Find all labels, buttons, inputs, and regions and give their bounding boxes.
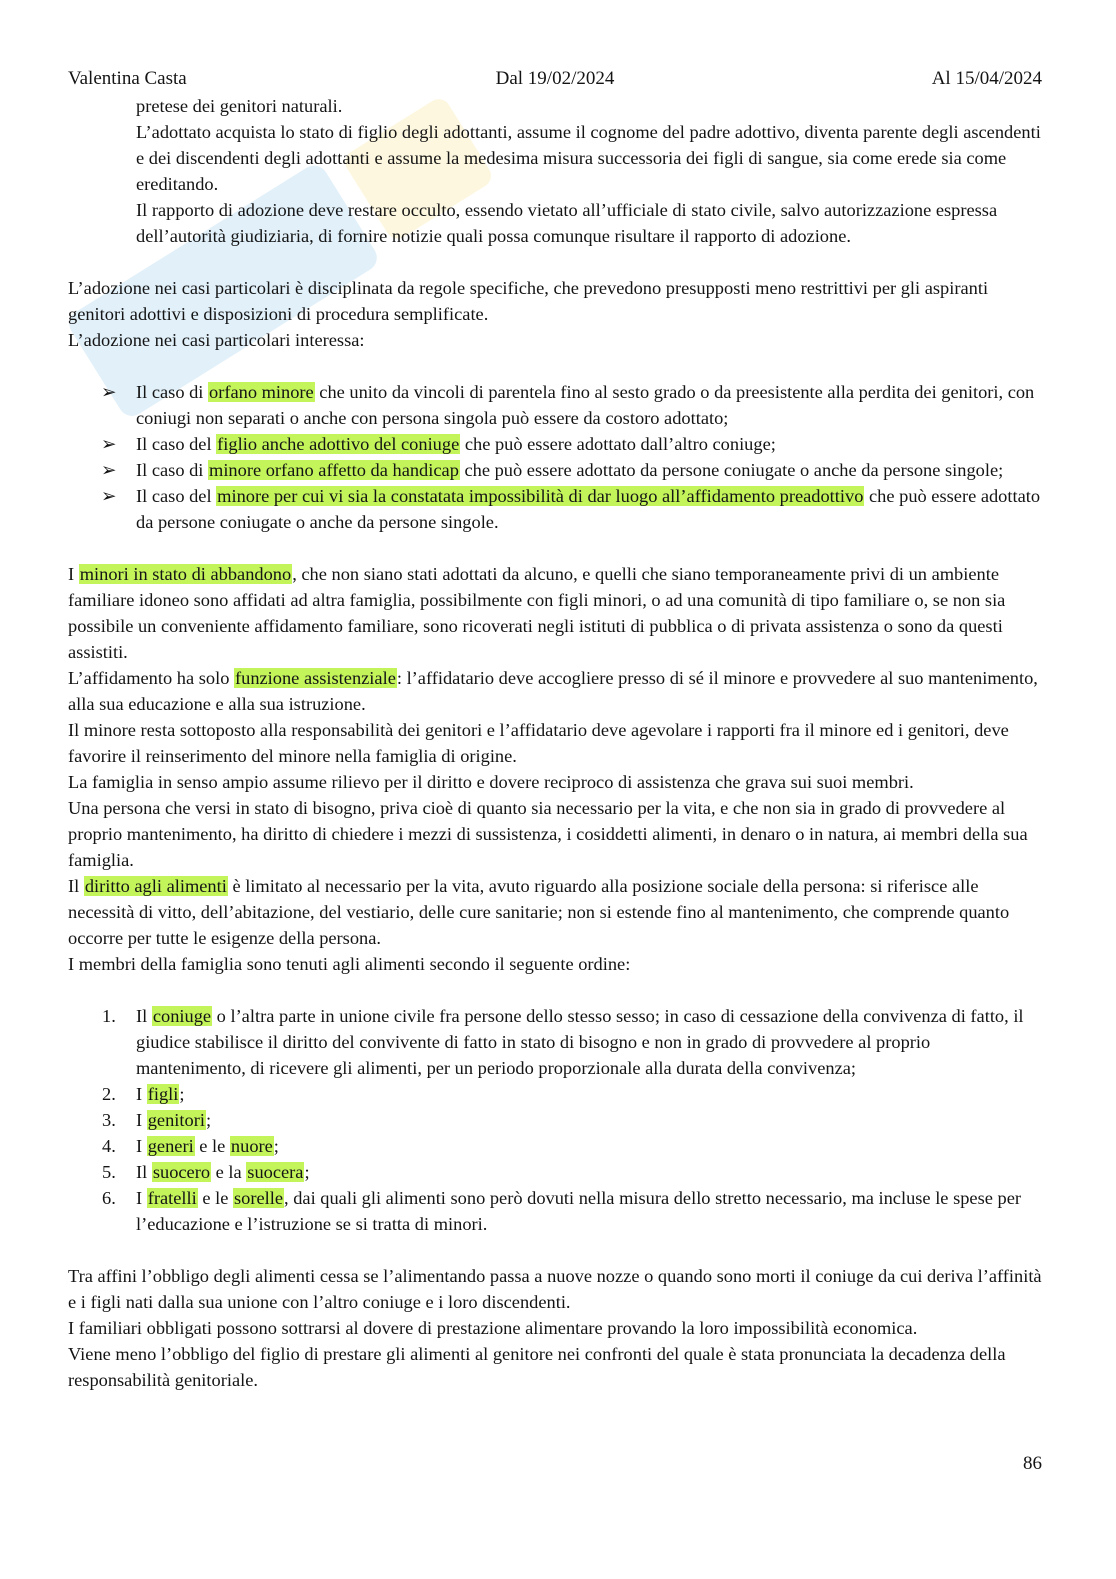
paragraph: L’adottato acquista lo stato di figlio degli adottanti, assume il cognome del padre adottivo, diventa parente degli ascendenti e dei discendenti degli adottanti e assume la medesima misura successoria dei figli di sangue, sia come erede sia come ereditando. [136, 122, 1041, 194]
highlight: fratelli [147, 1188, 197, 1208]
arrow-bullet-icon: ➢ [101, 434, 117, 454]
list-item: 4. I generi e le nuore; [68, 1133, 1042, 1159]
list-number: 1. [102, 1006, 116, 1026]
highlight: minore per cui vi sia la constatata impossibilità di dar luogo all’affidamento preadottivo [217, 486, 864, 506]
header-end-date: Al 15/04/2024 [931, 68, 1042, 89]
highlight: funzione assistenziale [235, 668, 396, 688]
highlight: minore orfano affetto da handicap [209, 460, 459, 480]
list-item: ➢ Il caso del figlio anche adottivo del coniuge che può essere adottato dall’altro coniuge; [68, 431, 1042, 457]
arrow-bullet-icon: ➢ [101, 382, 117, 402]
list-item: 2. I figli; [68, 1081, 1042, 1107]
document-body [68, 93, 1042, 1393]
list-number: 5. [102, 1162, 116, 1182]
highlight: figli [147, 1084, 179, 1104]
highlight: diritto agli alimenti [84, 876, 227, 896]
paragraph: L’adozione nei casi particolari interessa: [68, 330, 365, 350]
adozione-effetti [68, 93, 1042, 249]
paragraph: I minori in stato di abbandono, che non siano stati adottati da alcuno, e quelli che siano temporaneamente privi di un ambiente familiare idoneo sono affidati ad altra famiglia, possibilmente con figli minori, o ad una comunità di tipo familiare o, se non sia possibile un conveniente affidamento familiare, sono ricoverati negli istituti di pubblica o di privata assistenza o sono da questi assistiti. [68, 564, 1006, 662]
paragraph: Viene meno l’obbligo del figlio di prestare gli alimenti al genitore nei confronti del quale è stata pronunciata la decadenza della responsabilità genitoriale. [68, 1344, 1006, 1390]
highlight: coniuge [152, 1006, 212, 1026]
highlight: genitori [147, 1110, 205, 1130]
header-start-date: Dal 19/02/2024 [495, 68, 615, 89]
highlight: sorelle [233, 1188, 284, 1208]
header-author: Valentina Casta [68, 68, 187, 89]
list-number: 4. [102, 1136, 116, 1156]
highlight: generi [147, 1136, 194, 1156]
highlight: nuore [230, 1136, 273, 1156]
page-header [68, 68, 1042, 94]
list-item: 3. I genitori; [68, 1107, 1042, 1133]
obbligati-alimenti-list [68, 1003, 1042, 1237]
paragraph: L’affidamento ha solo funzione assistenziale: l’affidatario deve accogliere presso di sé il minore e provvedere al suo mantenimento, alla sua educazione e alla sua istruzione. [68, 668, 1038, 714]
paragraph: Tra affini l’obbligo degli alimenti cessa se l’alimentando passa a nuove nozze o quando sono morti il coniuge da cui deriva l’affinità e i figli nati dalla sua unione con l’altro coniuge e i loro discendenti. [68, 1266, 1042, 1312]
casi-particolari-list [68, 379, 1042, 535]
highlight: minori in stato di abbandono [79, 564, 292, 584]
paragraph: Il minore resta sottoposto alla responsabilità dei genitori e l’affidatario deve agevolare i rapporti fra il minore ed i genitori, deve favorire il reinserimento del minore nella famiglia di origine. [68, 720, 1009, 766]
list-item: ➢ Il caso di minore orfano affetto da handicap che può essere adottato da persone coniugate o anche da persone singole; [68, 457, 1042, 483]
paragraph: Il diritto agli alimenti è limitato al necessario per la vita, avuto riguardo alla posizione sociale della persona: si riferisce alle necessità di vitto, dell’abitazione, del vestiario, delle cure sanitarie; non si estende fino al mantenimento, che comprende quanto occorre per tutte le esigenze della persona. [68, 876, 1010, 948]
list-item: 5. Il suocero e la suocera; [68, 1159, 1042, 1185]
paragraph: I familiari obbligati possono sottrarsi al dovere di prestazione alimentare provando la loro impossibilità economica. [68, 1318, 918, 1338]
paragraph: Una persona che versi in stato di bisogno, priva cioè di quanto sia necessario per la vita, e che non sia in grado di provvedere al proprio mantenimento, ha diritto di chiedere i mezzi di sussistenza, i cosiddetti alimenti, in denaro o in natura, ai membri della sua famiglia. [68, 798, 1028, 870]
highlight: suocero [152, 1162, 211, 1182]
list-number: 6. [102, 1188, 116, 1208]
list-number: 3. [102, 1110, 116, 1130]
list-item: 6. I fratelli e le sorelle, dai quali gli alimenti sono però dovuti nella misura dello stretto necessario, ma incluse le spese per l’educazione e l’istruzione se si tratta di minori. [68, 1185, 1042, 1237]
paragraph: L’adozione nei casi particolari è disciplinata da regole specifiche, che prevedono presupposti meno restrittivi per gli aspiranti genitori adottivi e disposizioni di procedura semplificate. [68, 278, 989, 324]
paragraph: I membri della famiglia sono tenuti agli alimenti secondo il seguente ordine: [68, 954, 631, 974]
page-number: 86 [1023, 1453, 1042, 1474]
arrow-bullet-icon: ➢ [101, 486, 117, 506]
highlight: figlio anche adottivo del coniuge [217, 434, 460, 454]
paragraph: pretese dei genitori naturali. [136, 96, 343, 116]
paragraph: La famiglia in senso ampio assume rilievo per il diritto e dovere reciproco di assistenza che grava sui suoi membri. [68, 772, 914, 792]
list-number: 2. [102, 1084, 116, 1104]
arrow-bullet-icon: ➢ [101, 460, 117, 480]
list-item: ➢ Il caso di orfano minore che unito da vincoli di parentela fino al sesto grado o da preesistente alla perdita dei genitori, con coniugi non separati o anche con persona singola può essere da costoro adottato; [68, 379, 1042, 431]
highlight: suocera [247, 1162, 304, 1182]
list-item: ➢ Il caso del minore per cui vi sia la constatata impossibilità di dar luogo all’affidamento preadottivo che può essere adottato da persone coniugate o anche da persone singole. [68, 483, 1042, 535]
list-item: 1. Il coniuge o l’altra parte in unione civile fra persone dello stesso sesso; in caso di cessazione della convivenza di fatto, il giudice stabilisce il diritto del convivente di fatto in stato di bisogno e non in grado di provvedere al proprio mantenimento, di ricevere gli alimenti, per un periodo proporzionale alla durata della convivenza; [68, 1003, 1042, 1081]
highlight: orfano minore [209, 382, 314, 402]
paragraph: Il rapporto di adozione deve restare occulto, essendo vietato all’ufficiale di stato civile, salvo autorizzazione espressa dell’autorità giudiziaria, di fornire notizie quali possa comunque risultare il rapporto di adozione. [136, 200, 998, 246]
